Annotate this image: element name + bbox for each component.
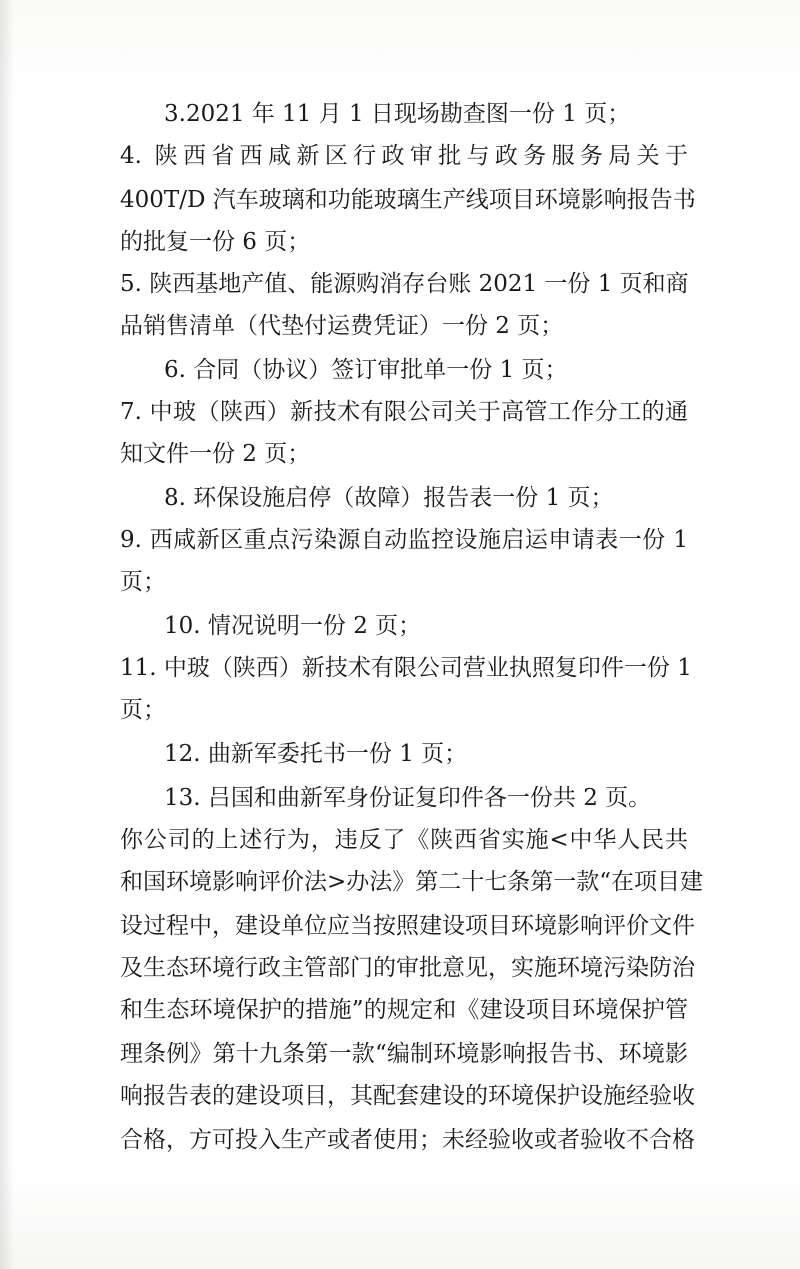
violation-paragraph-line-8: 合格，方可投入生产或者使用；未经验收或者验收不合格 <box>120 1127 695 1153</box>
attachment-item-9: 9. 西咸新区重点污染源自动监控设施启运申请表一份 1 <box>120 527 688 553</box>
violation-paragraph-line-6: 理条例》第十九条第一款“编制环境影响报告书、环境影 <box>120 1041 688 1067</box>
violation-paragraph-line-2: 和国环境影响评价法>办法》第二十七条第一款“在项目建 <box>120 869 704 895</box>
attachment-item-10: 10. 情况说明一份 2 页； <box>164 613 422 639</box>
attachment-item-8: 8. 环保设施启停（故障）报告表一份 1 页； <box>164 485 614 511</box>
attachment-item-13: 13. 吕国和曲新军身份证复印件各一份共 2 页。 <box>164 785 652 811</box>
violation-paragraph-line-3: 设过程中，建设单位应当按照建设项目环境影响评价文件 <box>120 913 695 939</box>
attachment-item-11: 11. 中玻（陕西）新技术有限公司营业执照复印件一份 1 <box>120 655 692 681</box>
attachment-item-12: 12. 曲新军委托书一份 1 页； <box>164 741 468 767</box>
attachment-item-7: 7. 中玻（陕西）新技术有限公司关于高管工作分工的通 <box>120 399 688 425</box>
violation-paragraph-line-7: 响报告表的建设项目，其配套建设的环境保护设施经验收 <box>120 1083 695 1109</box>
attachment-item-9-line-2: 页； <box>120 569 166 595</box>
attachment-item-4: 4. 陕西省西咸新区行政审批与政务服务局关于 <box>120 143 688 169</box>
attachment-item-4-line-2: 400T/D 汽车玻璃和功能玻璃生产线项目环境影响报告书 <box>120 187 696 213</box>
violation-paragraph-line-5: 和生态环境保护的措施”的规定和《建设项目环境保护管 <box>120 997 688 1023</box>
attachment-item-5-line-2: 品销售清单（代垫付运费凭证）一份 2 页； <box>120 313 564 339</box>
attachment-item-11-line-2: 页； <box>120 697 166 723</box>
attachment-item-4-line-3: 的批复一份 6 页； <box>120 229 311 255</box>
violation-paragraph-line-1: 你公司的上述行为，违反了《陕西省实施<中华人民共 <box>120 827 688 853</box>
attachment-item-7-line-2: 知文件一份 2 页； <box>120 441 311 467</box>
attachment-item-6: 6. 合同（协议）签订审批单一份 1 页； <box>164 357 568 383</box>
violation-paragraph-line-4: 及生态环境行政主管部门的审批意见，实施环境污染防治 <box>120 955 695 981</box>
attachment-item-5: 5. 陕西基地产值、能源购消存台账 2021 一份 1 页和商 <box>120 271 689 297</box>
attachment-item-3: 3.2021 年 11 月 1 日现场勘查图一份 1 页； <box>164 101 631 127</box>
